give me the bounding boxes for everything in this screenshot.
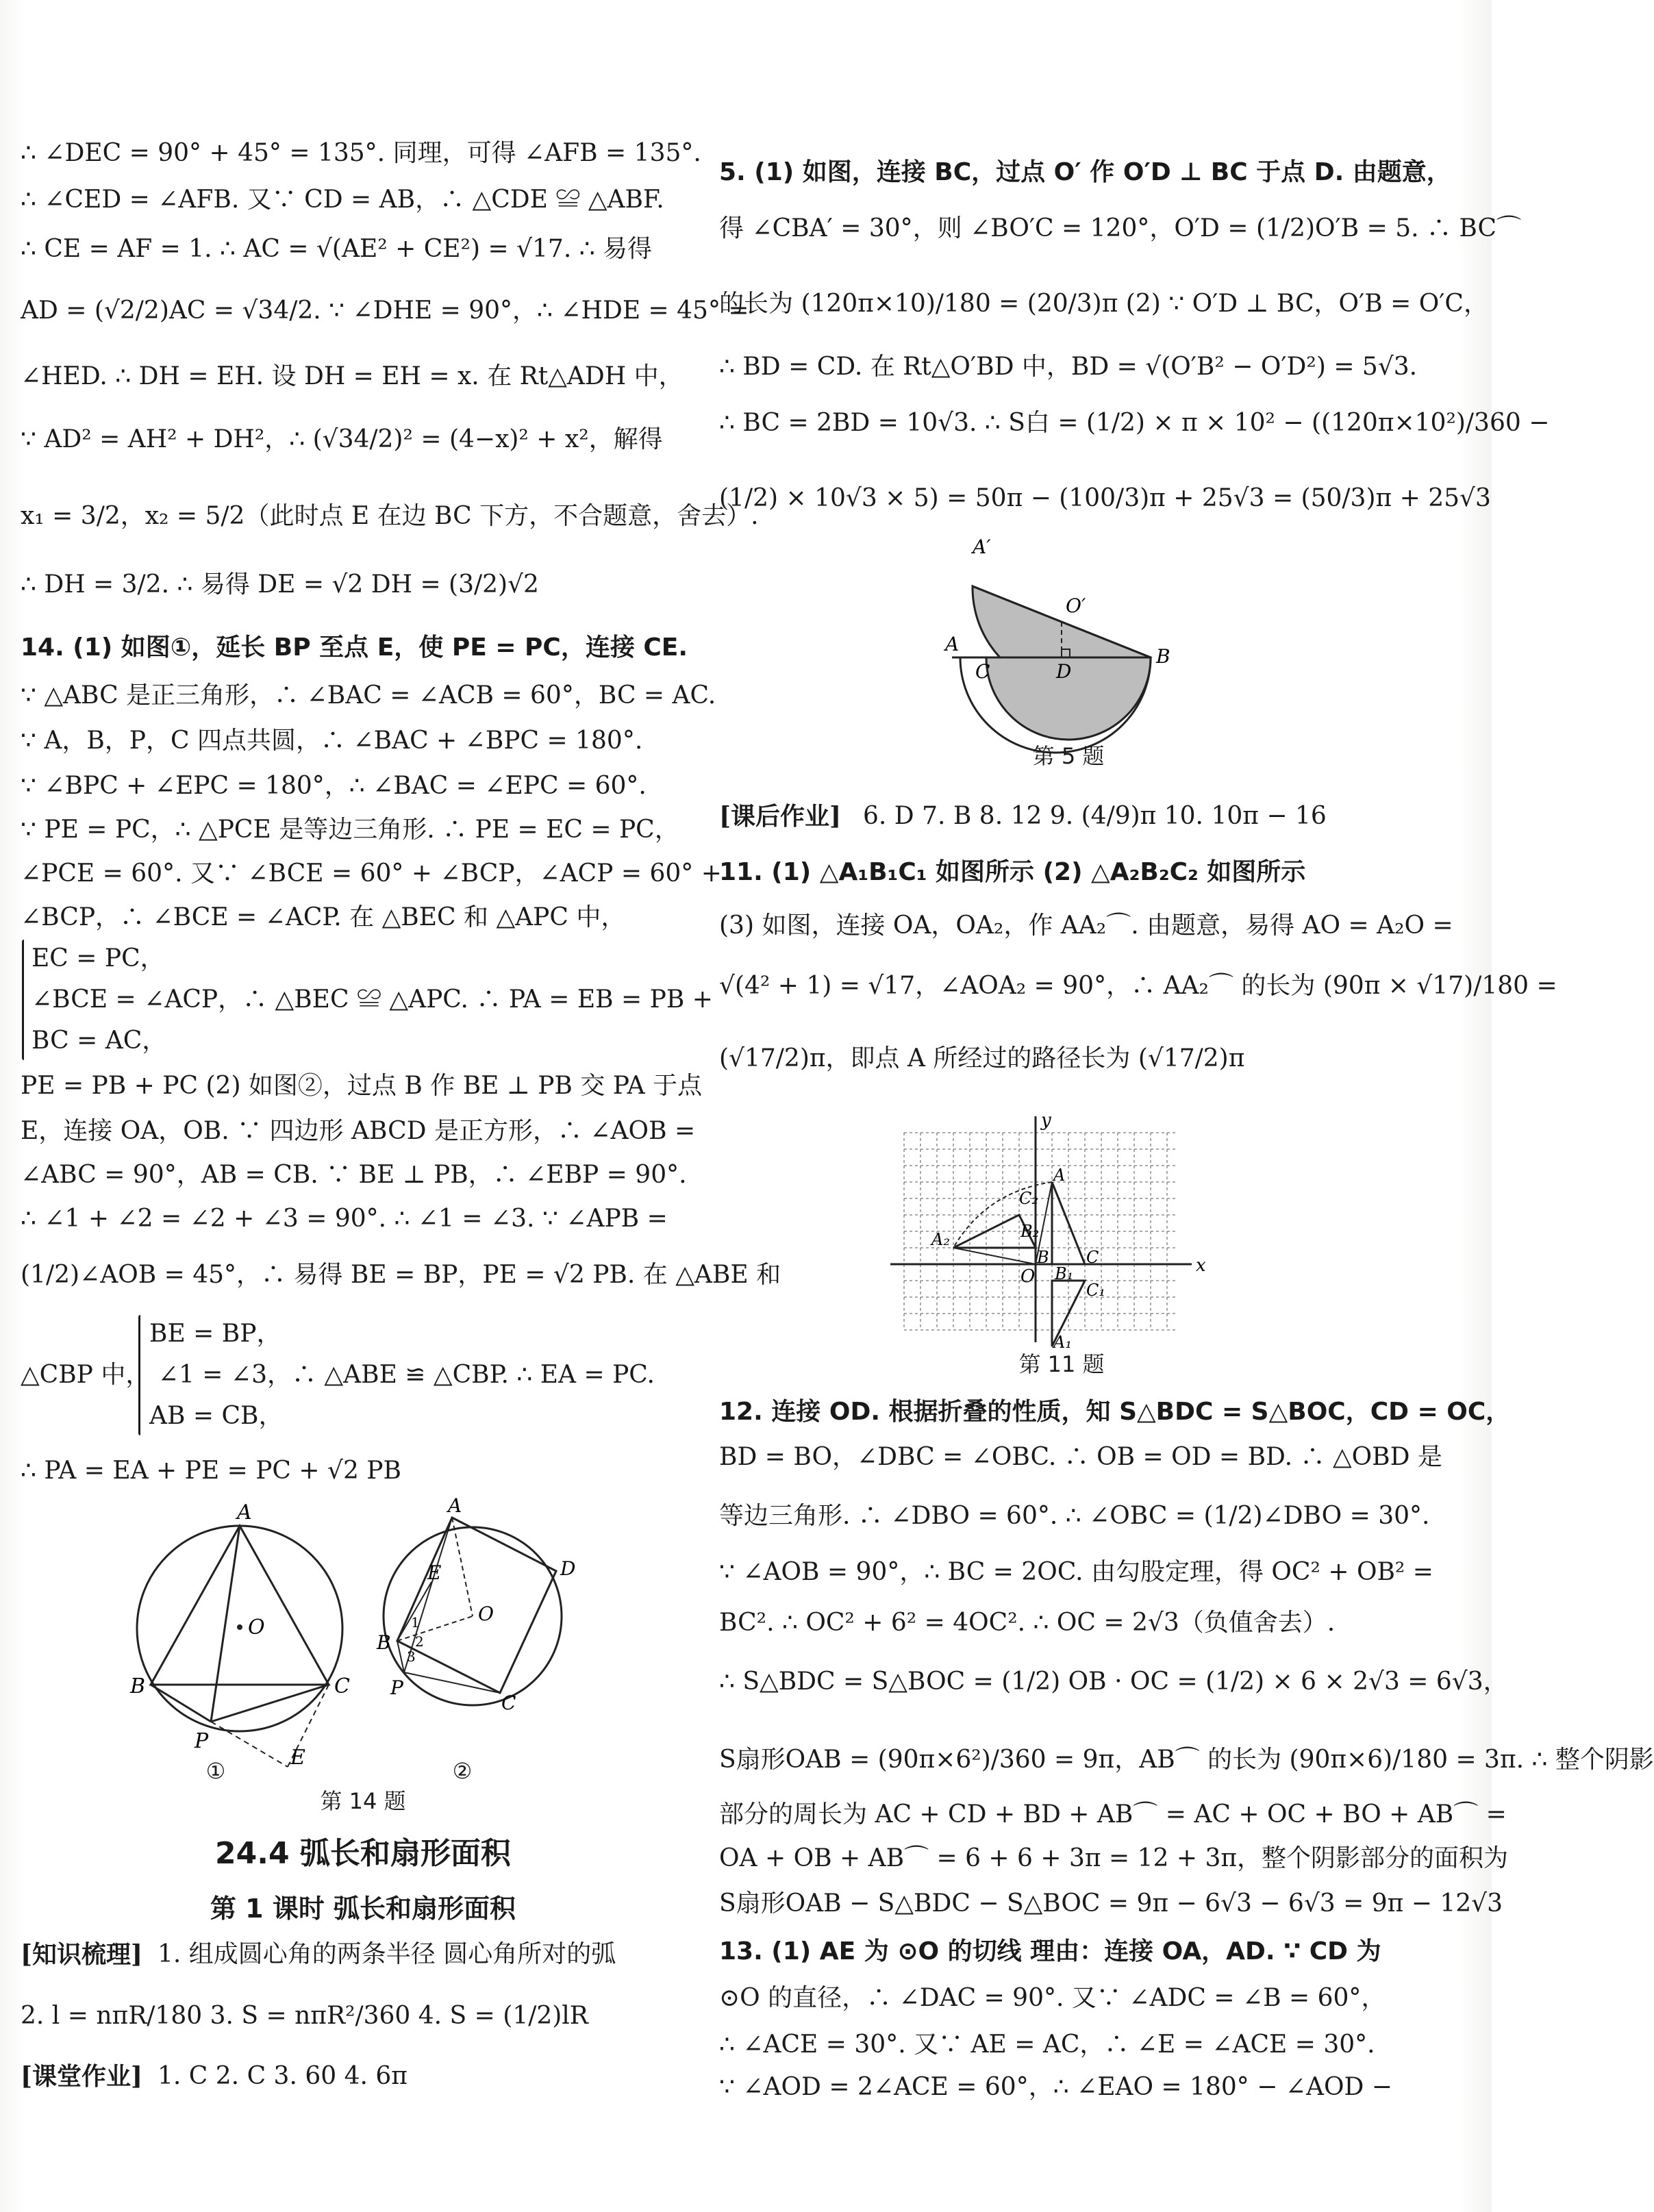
- text-line: ∵ △ABC 是正三角形，∴ ∠BAC = ∠ACB = 60°，BC = AC.: [21, 681, 716, 709]
- label: A: [1053, 1166, 1066, 1185]
- label: D: [1056, 660, 1072, 683]
- center-point: [237, 1624, 242, 1630]
- triangle-abc: [151, 1526, 329, 1685]
- text-line: ∴ DH = 3/2. ∴ 易得 DE = √2 DH = (3/2)√2: [21, 570, 539, 599]
- label: B: [1037, 1248, 1049, 1267]
- segment-bp: [151, 1685, 211, 1722]
- label: E: [290, 1746, 305, 1770]
- text-line: ∠PCE = 60°. 又∵ ∠BCE = 60° + ∠BCP，∠ACP = 60° +: [21, 859, 722, 888]
- segment-oa: [452, 1518, 473, 1616]
- label: D: [560, 1557, 576, 1580]
- segment-be: [397, 1582, 431, 1641]
- text-line: ∴ ∠DEC = 90° + 45° = 135°. 同理，可得 ∠AFB = 135°.: [21, 139, 701, 167]
- problem-5-line: 5. (1) 如图，连接 BC，过点 O′ 作 O′D ⊥ BC 于点 D. 由题意，: [719, 158, 1451, 186]
- text-line: ∴ CE = AF = 1. ∴ AC = √(AE² + CE²) = √17. ∴ 易得: [21, 235, 653, 263]
- text-line: ∵ ∠AOB = 90°，∴ BC = 2OC. 由勾股定理，得 OC² + OB² =: [719, 1558, 1433, 1586]
- problem-12-line: 12. 连接 OD. 根据折叠的性质，知 S△BDC = S△BOC，CD = OC，: [719, 1398, 1511, 1426]
- label: B: [1156, 645, 1170, 668]
- label: A: [945, 633, 960, 655]
- text-line: ∵ ∠BPC + ∠EPC = 180°，∴ ∠BAC = ∠EPC = 60°.: [21, 772, 647, 800]
- figure-11: [890, 1109, 1233, 1356]
- label: A₁: [1053, 1333, 1072, 1352]
- text-line: E，连接 OA，OB. ∵ 四边形 ABCD 是正方形，∴ ∠AOB =: [21, 1117, 696, 1145]
- text-line: ∴ BD = CD. 在 Rt△O′BD 中，BD = √(O′B² − O′D²) = 5√3.: [719, 353, 1418, 381]
- label: A′: [973, 536, 991, 558]
- text-line: 部分的周长为 AC + CD + BD + AB⌒ = AC + OC + BO + AB⌒ =: [719, 1800, 1507, 1828]
- text-line: BD = BO，∠DBC = ∠OBC. ∴ OB = OD = BD. ∴ △OBD 是: [719, 1443, 1442, 1471]
- figure-14-1: [130, 1500, 350, 1770]
- figure-14-2: [370, 1494, 576, 1714]
- text-line: ∴ BC = 2BD = 10√3. ∴ S白 = (1/2) × π × 10² − ((120π×10²)/360 −: [719, 409, 1550, 437]
- problem-14-line: 14. (1) 如图①，延长 BP 至点 E，使 PE = PC，连接 CE.: [21, 633, 688, 662]
- label: C₂: [1019, 1189, 1038, 1208]
- label: y: [1041, 1110, 1051, 1131]
- text-line: AB = CB，: [149, 1402, 284, 1430]
- text-line: PE = PB + PC (2) 如图②，过点 B 作 BE ⊥ PB 交 PA 于点: [21, 1072, 703, 1100]
- text-line: EC = PC，: [32, 944, 165, 972]
- text-line: ∵ A，B，P，C 四点共圆，∴ ∠BAC + ∠BPC = 180°.: [21, 727, 643, 755]
- label: O: [478, 1603, 494, 1625]
- label: C: [975, 660, 990, 683]
- segment-ob: [397, 1616, 473, 1641]
- homework-answers: 6. D 7. B 8. 12 9. (4/9)π 10. 10π − 16: [863, 802, 1327, 830]
- text-line: S扇形OAB − S△BDC − S△BOC = 9π − 6√3 − 6√3 = 9π − 12√3: [719, 1889, 1503, 1918]
- label: A: [237, 1500, 252, 1524]
- label: O: [1020, 1266, 1036, 1287]
- text-line: OA + OB + AB⌒ = 6 + 6 + 3π = 12 + 3π，整个阴影部分的面积为: [719, 1844, 1509, 1872]
- text-line: (1/2) × 10√3 × 5) = 50π − (100/3)π + 25√3 = (50/3)π + 25√3: [719, 484, 1491, 512]
- text-line: ∠BCP，∴ ∠BCE = ∠ACP. 在 △BEC 和 △APC 中，: [21, 903, 626, 931]
- text-line: ∴ PA = EA + PE = PC + √2 PB: [21, 1457, 401, 1485]
- classwork-answers: 1. C 2. C 3. 60 4. 6π: [158, 2062, 408, 2090]
- label: B: [130, 1674, 146, 1698]
- text-line: 得 ∠CBA′ = 30°，则 ∠BO′C = 120°，O′D = (1/2)O′B = 5. ∴ BC⌒: [719, 214, 1522, 242]
- knowledge-answer: 1. 组成圆心角的两条半径 圆心角所对的弧: [158, 1940, 616, 1968]
- text-line: BC = AC，: [32, 1027, 167, 1055]
- label: O: [248, 1616, 265, 1639]
- label: 3: [407, 1648, 416, 1665]
- text-line: (1/2)∠AOB = 45°，∴ 易得 BE = BP，PE = √2 PB. 在 △ABE 和: [21, 1261, 781, 1289]
- text-line: △CBP 中， ∠1 = ∠3，∴ △ABE ≌ △CBP. ∴ EA = PC.: [21, 1361, 655, 1389]
- label: P: [195, 1729, 209, 1753]
- text-line: ∴ ∠1 + ∠2 = ∠2 + ∠3 = 90°. ∴ ∠1 = ∠3. ∵ ∠APB =: [21, 1205, 668, 1233]
- text-line: (√17/2)π，即点 A 所经过的路径长为 (√17/2)π: [719, 1044, 1245, 1072]
- text-line: ⊙O 的直径，∴ ∠DAC = 90°. 又∵ ∠ADC = ∠B = 60°，: [719, 1984, 1386, 2012]
- label: B: [377, 1631, 391, 1654]
- text-line: S扇形OAB = (90π×6²)/360 = 9π，AB⌒ 的长为 (90π×6)/180 = 3π. ∴ 整个阴影: [719, 1746, 1654, 1774]
- label: 1: [411, 1614, 420, 1631]
- text-line: ∵ ∠AOD = 2∠ACE = 60°，∴ ∠EAO = 180° − ∠AOD −: [719, 2073, 1392, 2101]
- homework-label: [课后作业]: [719, 802, 842, 831]
- label: C₁: [1086, 1281, 1105, 1300]
- brace: [22, 940, 24, 1060]
- section-title: 24.4 弧长和扇形面积: [215, 1836, 511, 1871]
- text-line: 的长为 (120π×10)/180 = (20/3)π (2) ∵ O′D ⊥ BC，O′B = O′C，: [719, 290, 1488, 318]
- text-line: ∠ABC = 90°，AB = CB. ∵ BE ⊥ PB，∴ ∠EBP = 90°.: [21, 1161, 687, 1189]
- text-line: √(4² + 1) = √17，∠AOA₂ = 90°，∴ AA₂⌒ 的长为 (90π × √17)/180 =: [719, 972, 1557, 1000]
- label: C: [501, 1692, 516, 1714]
- text-line: 等边三角形. ∴ ∠DBO = 60°. ∴ ∠OBC = (1/2)∠DBO = 30°.: [719, 1502, 1430, 1530]
- text-line: ∴ S△BDC = S△BOC = (1/2) OB · OC = (1/2) × 6 × 2√3 = 6√3，: [719, 1668, 1508, 1696]
- knowledge-answer: 2. l = nπR/180 3. S = nπR²/360 4. S = (1/2)lR: [21, 2002, 588, 2030]
- label: C: [334, 1674, 350, 1698]
- text-line: ∴ ∠CED = ∠AFB. 又∵ CD = AB，∴ △CDE ≌ △ABF.: [21, 186, 664, 214]
- figure-5: [945, 536, 1185, 746]
- problem-11-line: 11. (1) △A₁B₁C₁ 如图所示 (2) △A₂B₂C₂ 如图所示: [719, 858, 1306, 886]
- figure-caption: 第 14 题: [320, 1788, 406, 1814]
- text-line: ∠BCE = ∠ACP，∴ △BEC ≌ △APC. ∴ PA = EB = PB +: [32, 985, 713, 1014]
- figure-label: ②: [452, 1758, 473, 1784]
- figure-caption: 第 5 题: [1032, 743, 1105, 769]
- label: A₂: [931, 1230, 950, 1249]
- text-line: BC². ∴ OC² + 6² = 4OC². ∴ OC = 2√3（负值舍去）.: [719, 1609, 1336, 1637]
- label: P: [390, 1676, 403, 1699]
- figure-label: ①: [205, 1758, 226, 1784]
- knowledge-label: [知识梳理]: [21, 1940, 143, 1969]
- text-line: ∠HED. ∴ DH = EH. 设 DH = EH = x. 在 Rt△ADH 中，: [21, 362, 684, 390]
- segment-oa2: [953, 1248, 1036, 1264]
- text-line: ∵ AD² = AH² + DH²，∴ (√34/2)² = (4−x)² + x²，解得: [21, 425, 663, 453]
- label: C: [1086, 1248, 1099, 1267]
- segment-ap: [211, 1526, 240, 1722]
- label: E: [427, 1561, 442, 1584]
- lesson-title: 第 1 课时 弧长和扇形面积: [210, 1894, 516, 1924]
- problem-13-line: 13. (1) AE 为 ⊙O 的切线 理由：连接 OA，AD. ∵ CD 为: [719, 1937, 1381, 1965]
- segment-pc: [404, 1672, 500, 1693]
- text-line: (3) 如图，连接 OA，OA₂，作 AA₂⌒. 由题意，易得 AO = A₂O =: [719, 912, 1453, 940]
- figure-caption: 第 11 题: [1018, 1351, 1105, 1377]
- text-line: ∴ ∠ACE = 30°. 又∵ AE = AC，∴ ∠E = ∠ACE = 30°.: [719, 2031, 1375, 2059]
- label: 2: [415, 1633, 424, 1650]
- label: B₁: [1055, 1264, 1074, 1283]
- text-line: BE = BP，: [149, 1320, 281, 1348]
- text-line: x₁ = 3/2，x₂ = 5/2（此时点 E 在边 BC 下方，不合题意，舍去）.: [21, 502, 759, 530]
- text-line: AD = (√2/2)AC = √34/2. ∵ ∠DHE = 90°，∴ ∠HDE = 45° =: [21, 297, 749, 325]
- label: B₂: [1020, 1222, 1040, 1241]
- text-line: ∵ PE = PC，∴ △PCE 是等边三角形. ∴ PE = EC = PC，: [21, 816, 679, 844]
- label: A: [448, 1494, 462, 1517]
- classwork-label: [课堂作业]: [21, 2062, 143, 2091]
- label: x: [1196, 1255, 1206, 1276]
- label: O′: [1066, 594, 1086, 617]
